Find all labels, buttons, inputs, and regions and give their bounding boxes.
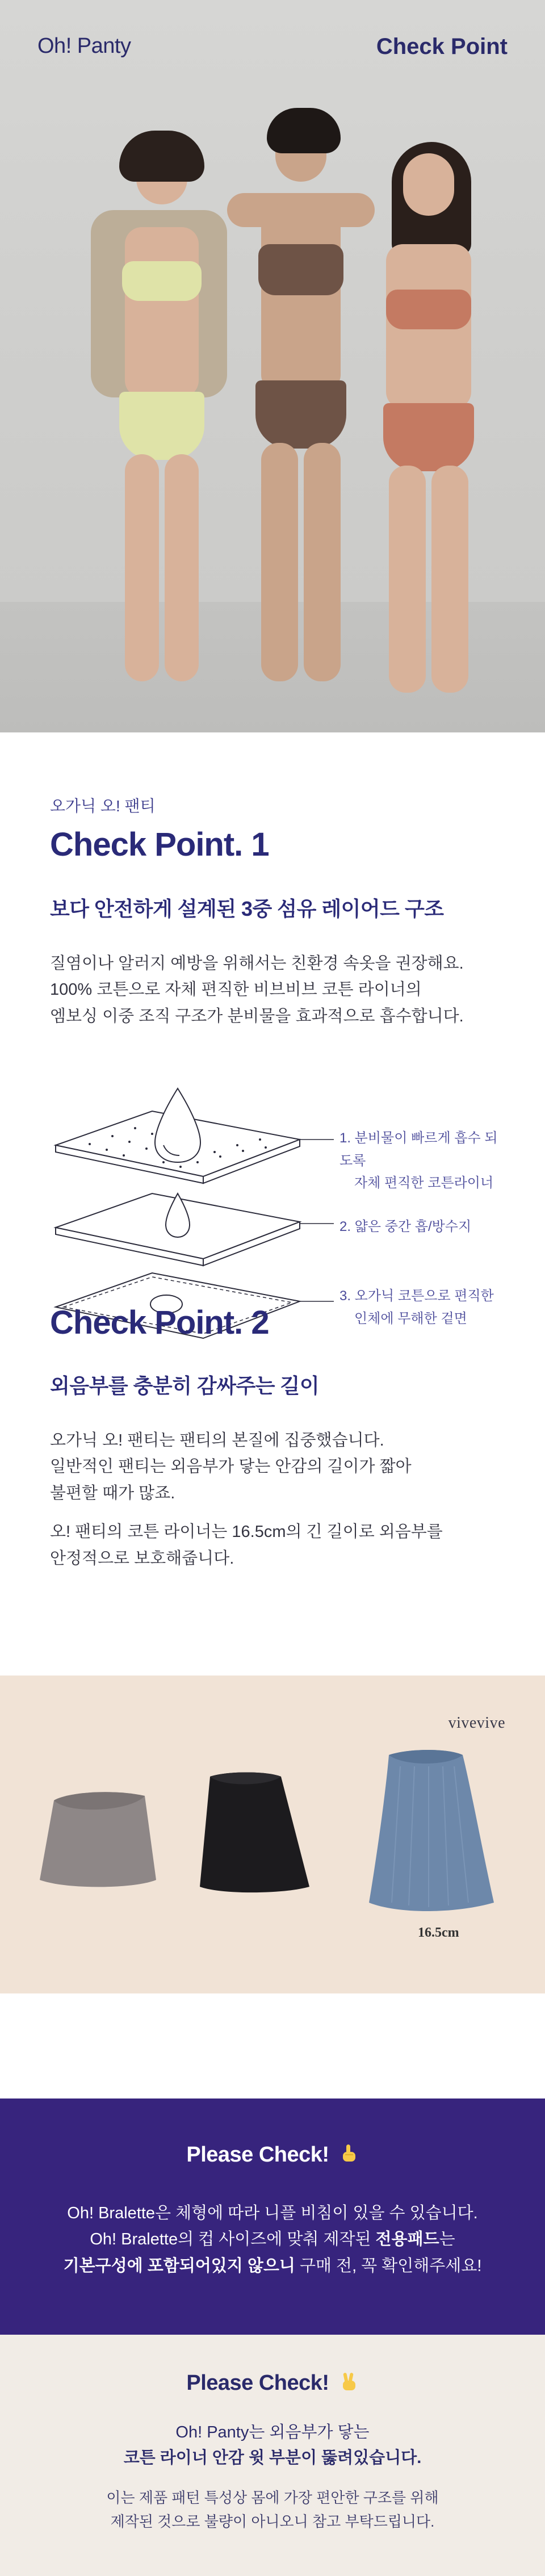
pointing-up-hand-icon [338,2143,359,2164]
hero-tag: Check Point [376,34,508,59]
body-line: 안정적으로 보호해줍니다. [50,1549,234,1568]
check-point-1-subtitle: 보다 안전하게 설계된 3중 섬유 레이어드 구조 [50,897,444,920]
check-point-1-title: Check Point. 1 [50,826,269,863]
product-eyebrow: 오가닉 오! 팬티 [50,797,156,815]
cotton-liner-photo [0,1676,545,1993]
notice-footnote-line: 제작된 것으로 불량이 아니오니 참고 부탁드립니다. [110,2513,435,2531]
victory-hand-icon [338,2372,359,2392]
brand-name: Oh! Panty [37,34,131,58]
layer-label-line: 1. 분비물이 빠르게 흡수 되도록 [339,1130,498,1168]
panty-terracotta [383,403,474,471]
notice-line [0,2253,545,2279]
models-photo [0,0,545,732]
bralette-yellow [122,261,202,301]
notice-line: Oh! Bralette은 체형에 따라 니플 비침이 있을 수 있습니다. [67,2204,478,2222]
check-point-1-body [50,950,504,1029]
bralette-notice [0,2099,545,2335]
hero-photo-section [0,0,545,732]
body-line: 오가닉 오! 팬티는 팬티의 본질에 집중했습니다. [50,1431,384,1450]
model-left [85,142,233,710]
hero-header [0,0,545,102]
notice-text: Oh! Bralette의 컵 사이즈에 맞춰 제작된 [90,2230,376,2249]
brand-logo: vivevive [448,1714,505,1732]
notice-emphasis: 전용패드 [375,2230,439,2249]
body-paragraph [50,1519,504,1572]
model-right [358,142,505,710]
layer-label-line: 2. 얇은 중간 흡/방수지 [339,1219,472,1235]
notice-text: 는 [439,2230,455,2249]
notice-heading [0,2371,545,2395]
body-paragraph [50,1427,504,1506]
notice-line: Oh! Panty는 외음부가 닿는 [175,2423,370,2441]
check-point-2-section [0,1304,545,1676]
notice-line [0,2226,545,2252]
notice-heading [0,2143,545,2167]
layer-label-1 [339,1127,504,1195]
body-line: 오! 팬티의 코튼 라이너는 16.5cm의 긴 길이로 외음부를 [50,1523,443,1542]
layer-label-line: 3. 오가닉 코튼으로 편직한 [339,1288,494,1304]
body-line: 100% 코튼으로 자체 편직한 비브비브 코튼 라이너의 [50,981,422,999]
layer-label-line: 인체에 무해한 겉면 [354,1310,467,1326]
check-point-2-subtitle: 외음부를 충분히 감싸주는 길이 [50,1374,320,1397]
notice-emphasis: 코튼 라이너 안감 윗 부분이 뚫려있습니다. [123,2448,422,2467]
section-spacer [0,1993,545,2099]
notice-text: 구매 전, 꼭 확인해주세요! [295,2256,482,2275]
layer-label-line: 자체 편직한 코튼라이너 [354,1175,494,1191]
check-point-2-body [50,1427,504,1572]
notice-emphasis: 기본구성에 포함되어있지 않으니 [63,2256,295,2275]
liner-illustrations [0,1676,545,1993]
panty-notice [0,2335,545,2576]
body-line: 질염이나 알러지 예방을 위해서는 친환경 속옷을 권장해요. [50,954,464,973]
bralette-brown [258,244,343,295]
notice-heading-text: Please Check! [186,2143,329,2167]
notice-footnote [0,2486,545,2533]
liner-length-label: 16.5cm [418,1925,459,1940]
panty-yellow [119,392,204,460]
layer-label-2 [339,1216,471,1238]
body-line: 불편할 때가 많죠. [50,1484,175,1502]
body-line: 엠보싱 이중 조직 구조가 분비물을 효과적으로 흡수합니다. [50,1007,464,1025]
bralette-terracotta [386,290,471,329]
check-point-2-title: Check Point. 2 [50,1304,269,1341]
panty-brown [255,380,346,449]
body-line: 일반적인 팬티는 외음부가 닿는 안감의 길이가 짧아 [50,1457,412,1476]
notice-heading-text: Please Check! [186,2371,329,2395]
notice-footnote-line: 이는 제품 패턴 특성상 몸에 가장 편안한 구조를 위해 [106,2489,439,2507]
